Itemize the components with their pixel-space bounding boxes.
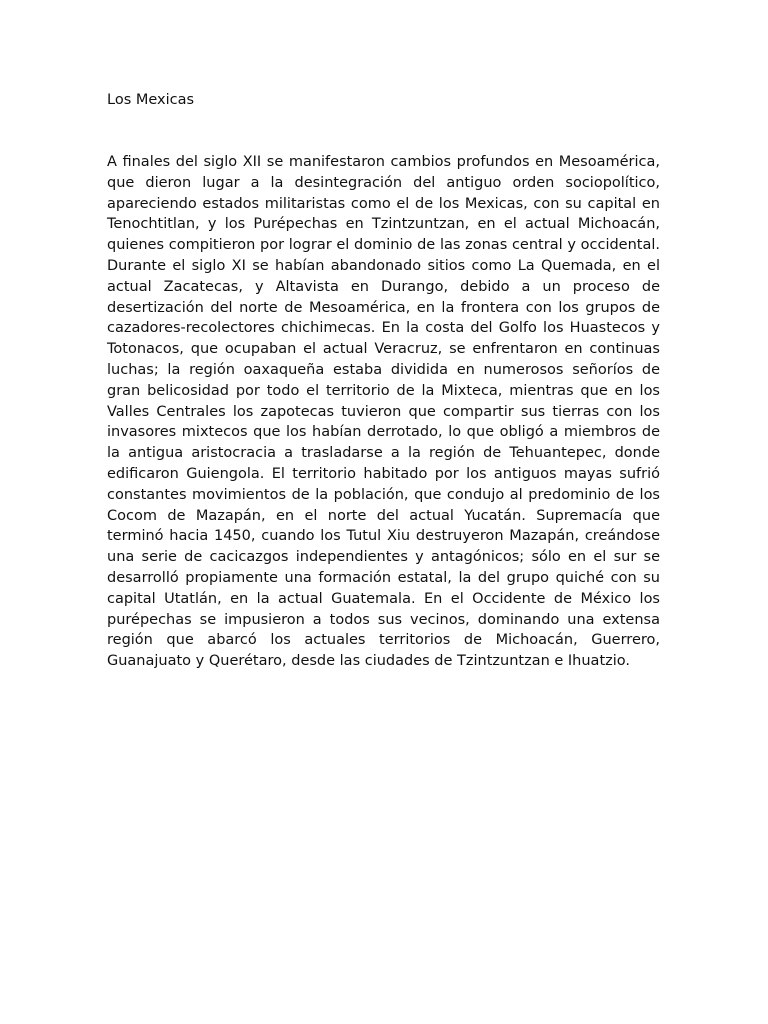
document-paragraph: A finales del siglo XII se manifestaron cambios profundos en Mesoamérica, que dieron lugar a la desintegración del antiguo orden sociopolítico, apareciendo estados militaristas como el de los Mexicas, con su capital en Tenochtitlan, y los Purépechas en Tzintzuntzan, en el actual Michoacán, quienes compitieron por lograr el dominio de las zonas central y occidental. Durante el siglo XI se habían abandonado sitios como La Quemada, en el actual Zacatecas, y Altavista en Durango, debido a un proceso de desertización del norte de Mesoamérica, en la frontera con los grupos de cazadores-recolectores chichimecas. En la costa del Golfo los Huastecos y Totonacos, que ocupaban el actual Veracruz, se enfrentaron en continuas luchas; la región oaxaqueña estaba dividida en numerosos señoríos de gran belicosidad por todo el territorio de la Mixteca, mientras que en los Valles Centrales los zapotecas tuvieron que compartir sus tierras con los invasores mixtecos que los habían derrotado, lo que obligó a miembros de la antigua aristocracia a trasladarse a la región de Tehuantepec, donde edificaron Guiengola. El territorio habitado por los antiguos mayas sufrió constantes movimientos de la población, que condujo al predominio de los Cocom de Mazapán, en el norte del actual Yucatán. Supremacía que terminó hacia 1450, cuando los Tutul Xiu destruyeron Mazapán, creándose una serie de cacicazgos independientes y antagónicos; sólo en el sur se desarrolló propiamente una formación estatal, la del grupo quiché con su capital Utatlán, en la actual Guatemala. En el Occidente de México los purépechas se impusieron a todos sus vecinos, dominando una extensa región que abarcó los actuales territorios de Michoacán, Guerrero, Guanajuato y Querétaro, desde las ciudades de Tzintzuntzan e Ihuatzio. xyxy=(107,154,660,670)
document-title: Los Mexicas xyxy=(107,92,195,108)
